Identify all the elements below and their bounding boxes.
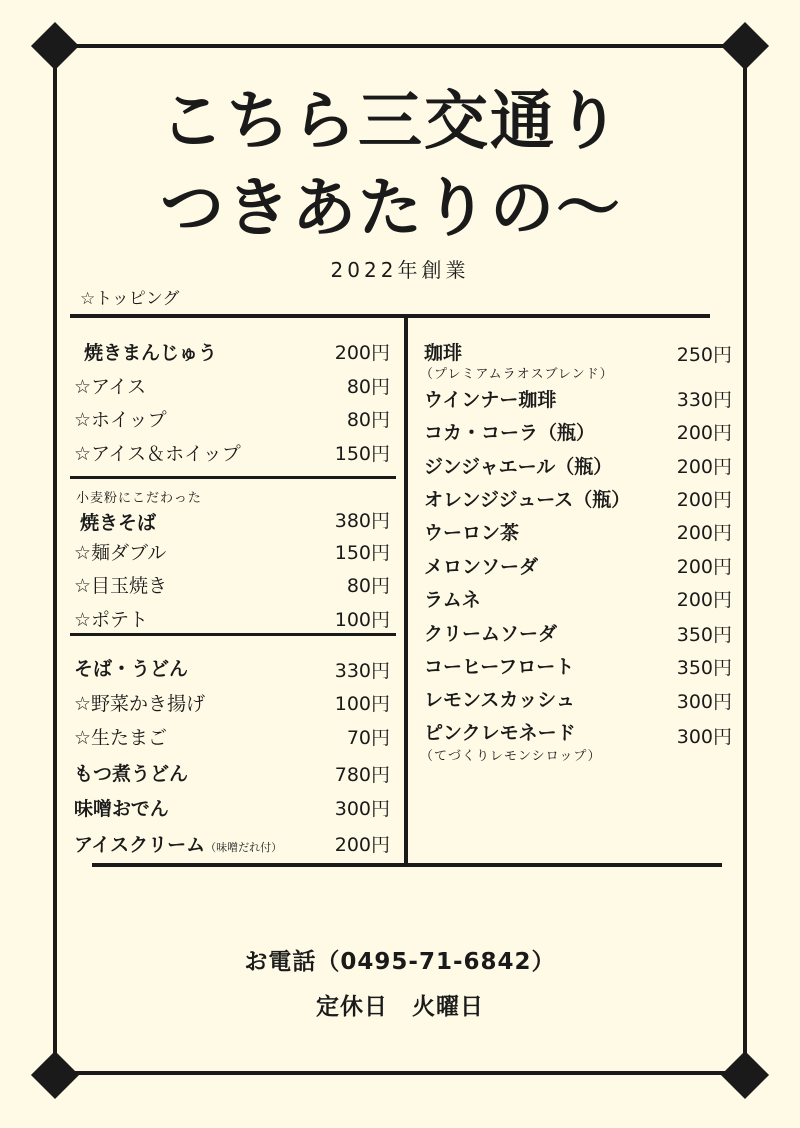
menu-item-name: もつ煮うどん xyxy=(74,763,189,785)
topping-price: 80円 xyxy=(346,409,390,431)
drink-price: 200円 xyxy=(676,522,732,544)
topping-name: ☆麺ダブル xyxy=(74,542,167,564)
drink-name: オレンジジュース（瓶） xyxy=(424,489,631,511)
topping-price: 100円 xyxy=(334,693,390,715)
drink-name: ウインナー珈琲 xyxy=(424,389,557,411)
menu-item-price: 780円 xyxy=(334,764,390,786)
phone-number: お電話（0495-71-6842） xyxy=(244,949,556,975)
drink-price: 200円 xyxy=(676,456,732,478)
topping-name: ☆生たまご xyxy=(74,727,168,749)
bottom-divider xyxy=(92,863,722,867)
icecream-name: アイスクリーム xyxy=(74,834,206,856)
topping-heading: ☆トッピング xyxy=(80,289,180,309)
drink-name: 珈琲 xyxy=(424,342,463,364)
drink-name: ウーロン茶 xyxy=(424,522,520,544)
drink-price: 300円 xyxy=(676,691,732,713)
topping-price: 150円 xyxy=(334,542,390,564)
founded-year: 2022年創業 xyxy=(330,258,470,282)
drink-price: 250円 xyxy=(676,344,732,366)
menu-item-price: 380円 xyxy=(334,510,390,532)
menu-item-name xyxy=(74,830,282,857)
drink-name: クリームソーダ xyxy=(424,623,558,645)
coffee-note: （プレミアムラオスブレンド） xyxy=(420,367,614,382)
drink-name: ジンジャエール（瓶） xyxy=(424,456,613,478)
menu-item-price: 330円 xyxy=(334,660,390,682)
topping-price: 80円 xyxy=(346,575,390,597)
icecream-note: （味噌だれ付） xyxy=(205,841,283,854)
drink-name: ピンクレモネード xyxy=(424,722,576,744)
menu-item-name: そば・うどん xyxy=(74,658,189,680)
drink-price: 200円 xyxy=(676,422,732,444)
drink-price: 200円 xyxy=(676,589,732,611)
manju-divider xyxy=(70,476,396,479)
menu-item-name: 焼きそば xyxy=(80,512,157,534)
drink-name: コカ・コーラ（瓶） xyxy=(424,422,596,444)
drink-price: 330円 xyxy=(676,389,732,411)
shop-title-line1: こちら三交通り xyxy=(160,85,622,159)
menu-item-name: 味噌おでん xyxy=(74,798,169,820)
topping-name: ☆アイス xyxy=(74,376,147,398)
drink-name: メロンソーダ xyxy=(424,556,539,578)
menu-item-name: 焼きまんじゅう xyxy=(84,342,218,364)
topping-name: ☆ホイップ xyxy=(74,409,167,431)
menu-item-price: 200円 xyxy=(334,342,390,364)
drink-name: ラムネ xyxy=(424,589,481,611)
top-divider xyxy=(70,314,710,318)
topping-price: 100円 xyxy=(334,609,390,631)
drink-price: 350円 xyxy=(676,624,732,646)
topping-name: ☆目玉焼き xyxy=(74,575,168,597)
drink-name: レモンスカッシュ xyxy=(424,689,575,711)
yakisoba-divider xyxy=(70,633,396,636)
topping-price: 150円 xyxy=(334,443,390,465)
topping-name: ☆ポテト xyxy=(74,609,149,631)
yakisoba-note: 小麦粉にこだわった xyxy=(76,491,202,506)
closed-day: 定休日 火曜日 xyxy=(316,994,484,1020)
menu-item-price: 200円 xyxy=(334,834,390,856)
drink-price: 350円 xyxy=(676,657,732,679)
lemonade-note: （てづくりレモンシロップ） xyxy=(420,749,602,764)
shop-title-line2: つきあたりの〜 xyxy=(160,172,622,246)
menu-item-price: 300円 xyxy=(334,798,390,820)
topping-price: 70円 xyxy=(346,727,390,749)
drink-price: 200円 xyxy=(676,556,732,578)
column-divider xyxy=(404,314,408,864)
topping-name: ☆アイス＆ホイップ xyxy=(74,443,241,465)
drink-price: 200円 xyxy=(676,489,732,511)
topping-name: ☆野菜かき揚げ xyxy=(74,693,206,715)
drink-price: 300円 xyxy=(676,726,732,748)
drink-name: コーヒーフロート xyxy=(424,656,575,678)
topping-price: 80円 xyxy=(346,376,390,398)
